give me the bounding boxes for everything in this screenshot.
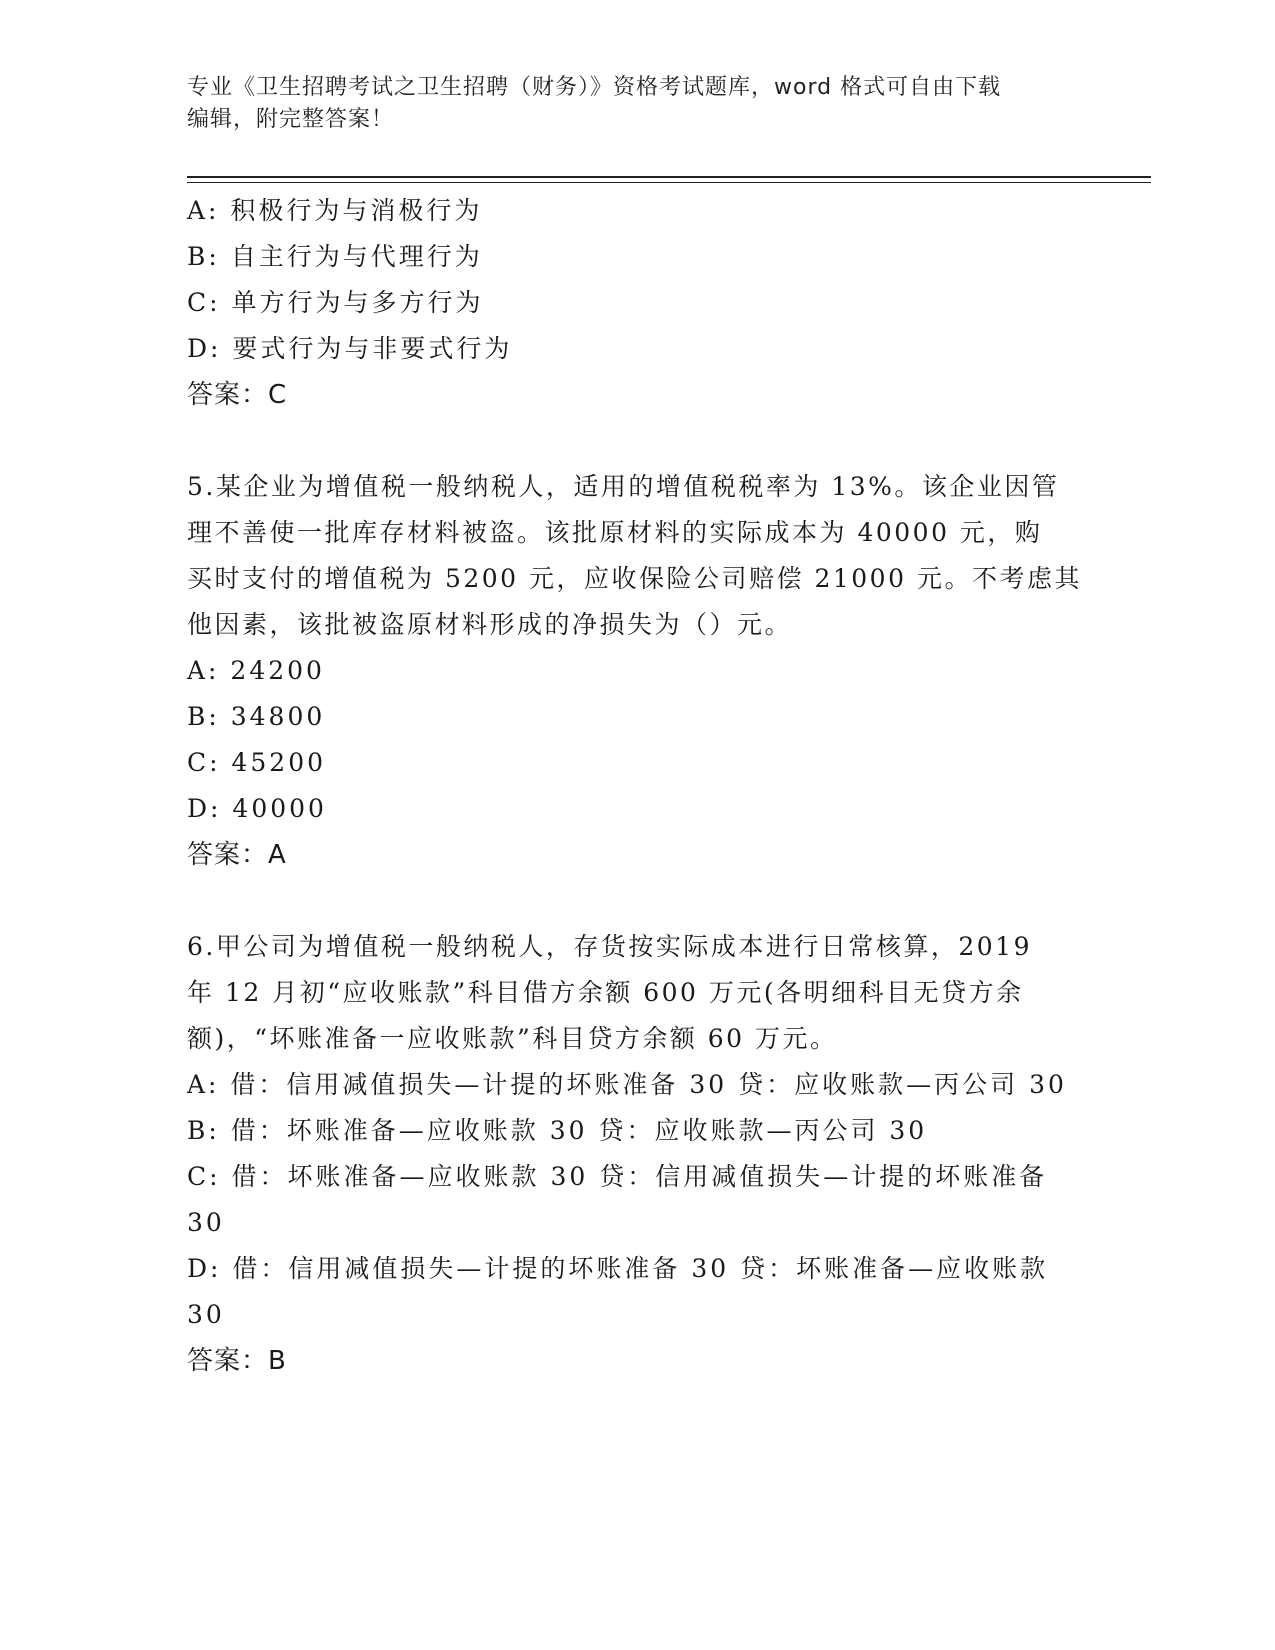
q6-stem-line-3: 额)，“坏账准备一应收账款”科目贷方余额 60 万元。	[187, 1024, 838, 1053]
spacer	[187, 878, 1087, 924]
q5-stem-line-1: 5.某企业为增值税一般纳税人，适用的增值税税率为 13%。该企业因管	[187, 472, 1060, 501]
q5-option-d: D: 40000	[187, 794, 327, 823]
q6-option-b: B: 借：坏账准备—应收账款 30 贷：应收账款—丙公司 30	[187, 1116, 928, 1145]
q4-option-a: A: 积极行为与消极行为	[187, 196, 483, 225]
header-divider-thin	[187, 182, 1151, 183]
document-body	[187, 188, 1087, 1384]
spacer	[187, 418, 1087, 464]
header-divider-thick	[187, 176, 1151, 178]
q6-answer: 答案：B	[187, 1346, 287, 1376]
q5-option-a: A: 24200	[187, 656, 325, 685]
question-5	[187, 464, 1087, 878]
q4-answer: 答案：C	[187, 380, 288, 410]
question-4	[187, 188, 1087, 418]
q5-stem-line-3: 买时支付的增值税为 5200 元，应收保险公司赔偿 21000 元。不考虑其	[187, 564, 1082, 593]
q5-stem-line-4: 他因素，该批被盗原材料形成的净损失为（）元。	[187, 610, 793, 639]
q6-option-d-continued: 30	[187, 1300, 225, 1329]
q6-option-d: D: 借：信用减值损失—计提的坏账准备 30 贷：坏账准备—应收账款	[187, 1254, 1049, 1283]
q5-option-c: C: 45200	[187, 748, 327, 777]
q4-option-d: D: 要式行为与非要式行为	[187, 334, 513, 363]
q4-option-c: C: 单方行为与多方行为	[187, 288, 484, 317]
q5-answer: 答案：A	[187, 840, 287, 870]
header-line-1: 专业《卫生招聘考试之卫生招聘（财务）》资格考试题库，word 格式可自由下载	[187, 75, 1002, 100]
q5-stem-line-2: 理不善使一批库存材料被盗。该批原材料的实际成本为 40000 元，购	[187, 518, 1043, 547]
q6-option-c-continued: 30	[187, 1208, 225, 1237]
q6-option-c: C: 借：坏账准备—应收账款 30 贷：信用减值损失—计提的坏账准备	[187, 1162, 1048, 1191]
document-header	[187, 72, 1067, 136]
q6-option-a: A: 借：信用减值损失—计提的坏账准备 30 贷：应收账款—丙公司 30	[187, 1070, 1067, 1099]
q6-stem-line-1: 6.甲公司为增值税一般纳税人，存货按实际成本进行日常核算，2019	[187, 932, 1032, 961]
q5-option-b: B: 34800	[187, 702, 326, 731]
question-6	[187, 924, 1087, 1384]
q6-stem-line-2: 年 12 月初“应收账款”科目借方余额 600 万元(各明细科目无贷方余	[187, 978, 1024, 1007]
q5-stem	[187, 464, 1087, 648]
header-line-2: 编辑，附完整答案！	[187, 107, 395, 132]
q6-stem	[187, 924, 1087, 1062]
q4-option-b: B: 自主行为与代理行为	[187, 242, 483, 271]
